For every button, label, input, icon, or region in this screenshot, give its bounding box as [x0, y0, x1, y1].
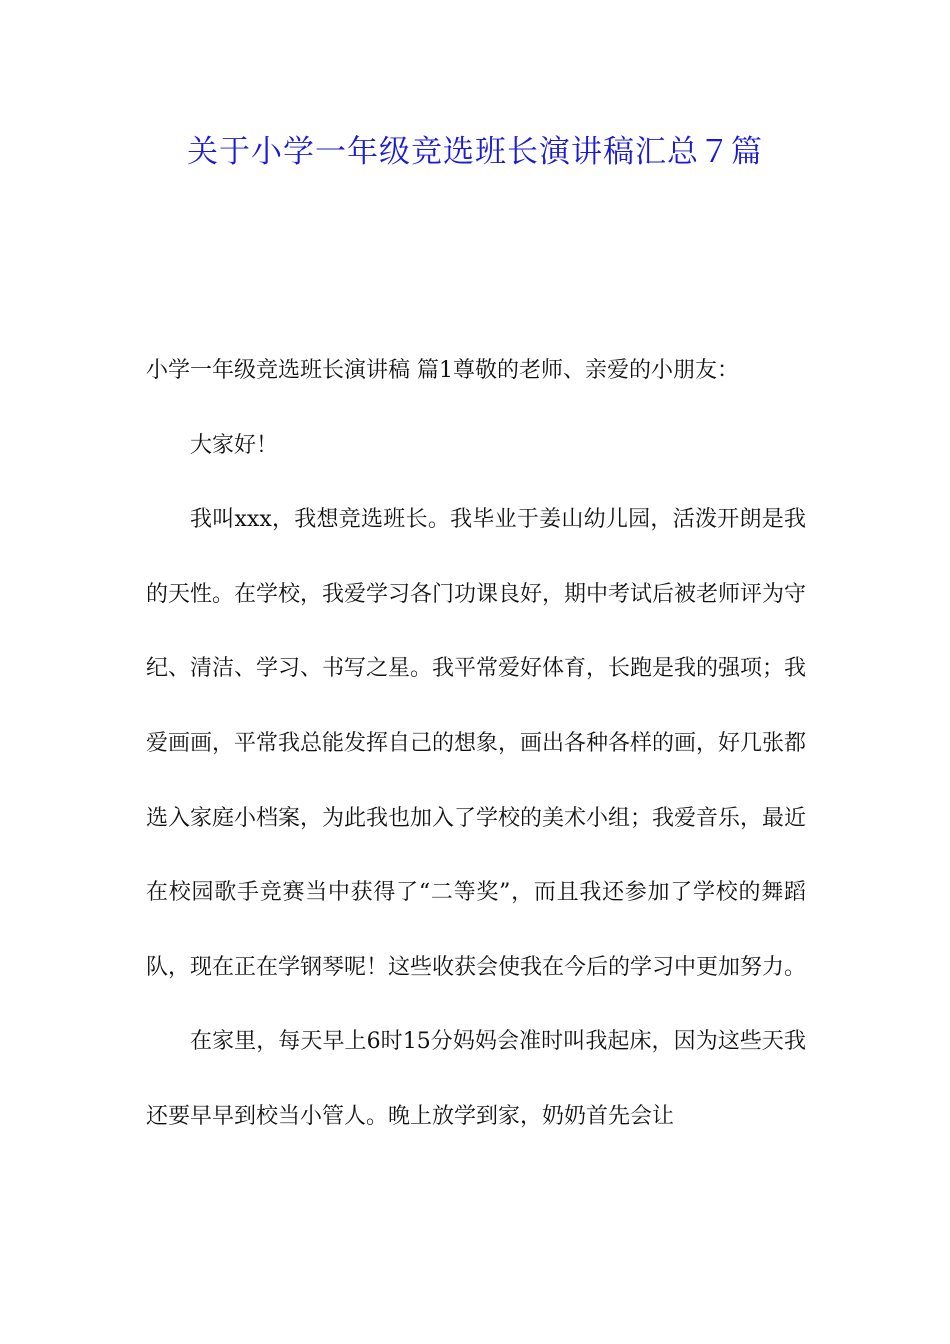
paragraph-greeting: 大家好！: [190, 432, 279, 458]
paragraph-heading-line: 小学一年级竞选班长演讲稿 篇1尊敬的老师、亲爱的小朋友：: [146, 358, 739, 383]
paragraph-self-introduction: 我叫xxx，我想竞选班长。我毕业于姜山幼儿园，活泼开朗是我的天性。在学校，我爱学习各门功课良好，期中考试后被老师评为守纪、清洁、学习、书写之星。我平常爱好体育，长跑是我的强项；我爱画画，平常我总能发挥自己的想象，画出各种各样的画，好几张都选入家庭小档案，为此我也加入了学校的美术小组；我爱音乐，最近在校园歌手竞赛当中获得了“二等奖”，而且我还参加了学校的舞蹈队，现在正在学钢琴呢！这些收获会使我在今后的学习中更加努力。: [146, 507, 807, 980]
paragraph-home-life: 在家里，每天早上6时15分妈妈会准时叫我起床，因为这些天我还要早早到校当小管人。晚上放学到家，奶奶首先会让: [146, 1029, 806, 1129]
document-body: [146, 334, 806, 1155]
document-title: 关于小学一年级竞选班长演讲稿汇总７篇: [187, 134, 763, 170]
